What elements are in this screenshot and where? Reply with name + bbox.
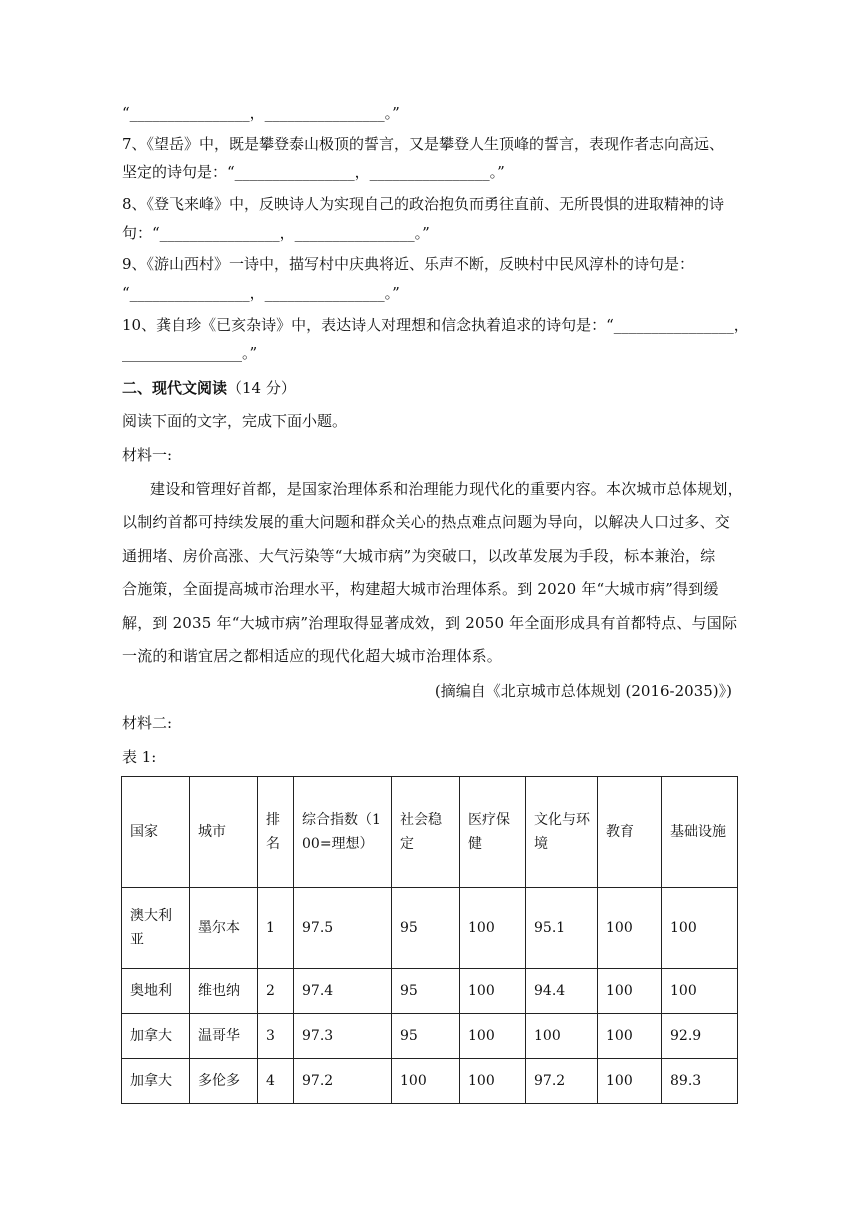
header-index: 综合指数（100=理想） — [294, 777, 392, 888]
section-heading — [122, 377, 742, 399]
material-one-line-4: 合施策，全面提高城市治理水平，构建超大城市治理体系。到 2020 年“大城市病”得到缓 — [122, 580, 719, 598]
question-7-line-1: 7、《望岳》中，既是攀登泰山极顶的誓言，又是攀登人生顶峰的誓言，表现作者志向高远、 — [122, 135, 725, 153]
header-stability: 社会稳定 — [392, 777, 460, 888]
reading-instruction: 阅读下面的文字，完成下面小题。 — [122, 412, 348, 430]
table-cell: 94.4 — [526, 969, 598, 1014]
section-title: 二、现代文阅读 — [122, 379, 228, 397]
header-country: 国家 — [122, 777, 190, 888]
table-cell: 3 — [258, 1014, 294, 1059]
table-cell: 100 — [598, 888, 662, 969]
material-one-line-6: 一流的和谐宜居之都相适应的现代化超大城市治理体系。 — [122, 647, 503, 665]
table-cell: 100 — [662, 969, 738, 1014]
material-one-line-3: 通拥堵、房价高涨、大气污染等“大城市病”为突破口，以改革发展为手段，标本兼治，综 — [122, 547, 716, 565]
table-cell: 100 — [598, 1014, 662, 1059]
table-cell: 97.2 — [526, 1059, 598, 1104]
section-score: （14 分） — [227, 379, 296, 397]
table-cell: 加拿大 — [122, 1014, 190, 1059]
table-cell: 95.1 — [526, 888, 598, 969]
table-cell: 95 — [392, 1014, 460, 1059]
question-8-line-1: 8、《登飞来峰》中，反映诗人为实现自己的政治抱负而勇往直前、无所畏惧的进取精神的诗 — [122, 195, 725, 213]
table-row — [122, 888, 738, 969]
table-cell: 97.2 — [294, 1059, 392, 1104]
table-cell: 澳大利亚 — [122, 888, 190, 969]
table-cell: 100 — [662, 888, 738, 969]
table-cell: 95 — [392, 969, 460, 1014]
table-label: 表 1: — [122, 748, 157, 766]
table-cell: 多伦多 — [190, 1059, 258, 1104]
material-one-label: 材料一: — [122, 446, 173, 464]
table-header-row — [122, 777, 738, 888]
material-two-label: 材料二: — [122, 714, 173, 732]
table-cell: 97.3 — [294, 1014, 392, 1059]
table-cell: 100 — [460, 1059, 526, 1104]
table-cell: 100 — [460, 969, 526, 1014]
table-cell: 100 — [598, 1059, 662, 1104]
table-cell: 4 — [258, 1059, 294, 1104]
header-rank: 排名 — [258, 777, 294, 888]
table-cell: 墨尔本 — [190, 888, 258, 969]
table-cell: 97.5 — [294, 888, 392, 969]
header-healthcare: 医疗保健 — [460, 777, 526, 888]
table-row — [122, 1059, 738, 1104]
question-8-line-2: 句：“________________，________________。” — [122, 224, 430, 242]
table-cell: 100 — [460, 1014, 526, 1059]
table-cell: 100 — [526, 1014, 598, 1059]
table-cell: 2 — [258, 969, 294, 1014]
table-cell: 89.3 — [662, 1059, 738, 1104]
city-ranking-table — [121, 776, 738, 1104]
table-cell: 奥地利 — [122, 969, 190, 1014]
question-9-line-1: 9、《游山西村》一诗中，描写村中庆典将近、乐声不断，反映村中民风淳朴的诗句是： — [122, 255, 695, 273]
question-6-tail: “________________，________________。” — [122, 104, 400, 122]
table-cell: 加拿大 — [122, 1059, 190, 1104]
table-row — [122, 969, 738, 1014]
table-cell: 1 — [258, 888, 294, 969]
table-cell: 温哥华 — [190, 1014, 258, 1059]
header-culture: 文化与环境 — [526, 777, 598, 888]
header-education: 教育 — [598, 777, 662, 888]
question-10-line-2: ________________。” — [122, 344, 258, 362]
table-cell: 95 — [392, 888, 460, 969]
material-one-line-2: 以制约首都可持续发展的重大问题和群众关心的热点难点问题为导向，以解决人口过多、交 — [122, 513, 731, 531]
material-one-source: (摘编自《北京城市总体规划 (2016-2035)》) — [434, 682, 732, 700]
header-city: 城市 — [190, 777, 258, 888]
table-cell: 92.9 — [662, 1014, 738, 1059]
question-10-line-1: 10、龚自珍《已亥杂诗》中，表达诗人对理想和信念执着追求的诗句是：“________________， — [122, 316, 749, 334]
table-cell: 维也纳 — [190, 969, 258, 1014]
header-infrastructure: 基础设施 — [662, 777, 738, 888]
table-cell: 100 — [598, 969, 662, 1014]
material-one-line-1: 建设和管理好首都，是国家治理体系和治理能力现代化的重要内容。本次城市总体规划， — [150, 480, 743, 498]
table-cell: 97.4 — [294, 969, 392, 1014]
material-one-line-5: 解，到 2035 年“大城市病”治理取得显著成效，到 2050 年全面形成具有首都特点、与国际 — [122, 614, 738, 632]
table-row — [122, 1014, 738, 1059]
question-7-line-2: 坚定的诗句是：“________________，________________。” — [122, 163, 505, 181]
table-cell: 100 — [392, 1059, 460, 1104]
question-9-line-2: “________________，________________。” — [122, 284, 400, 302]
table-cell: 100 — [460, 888, 526, 969]
